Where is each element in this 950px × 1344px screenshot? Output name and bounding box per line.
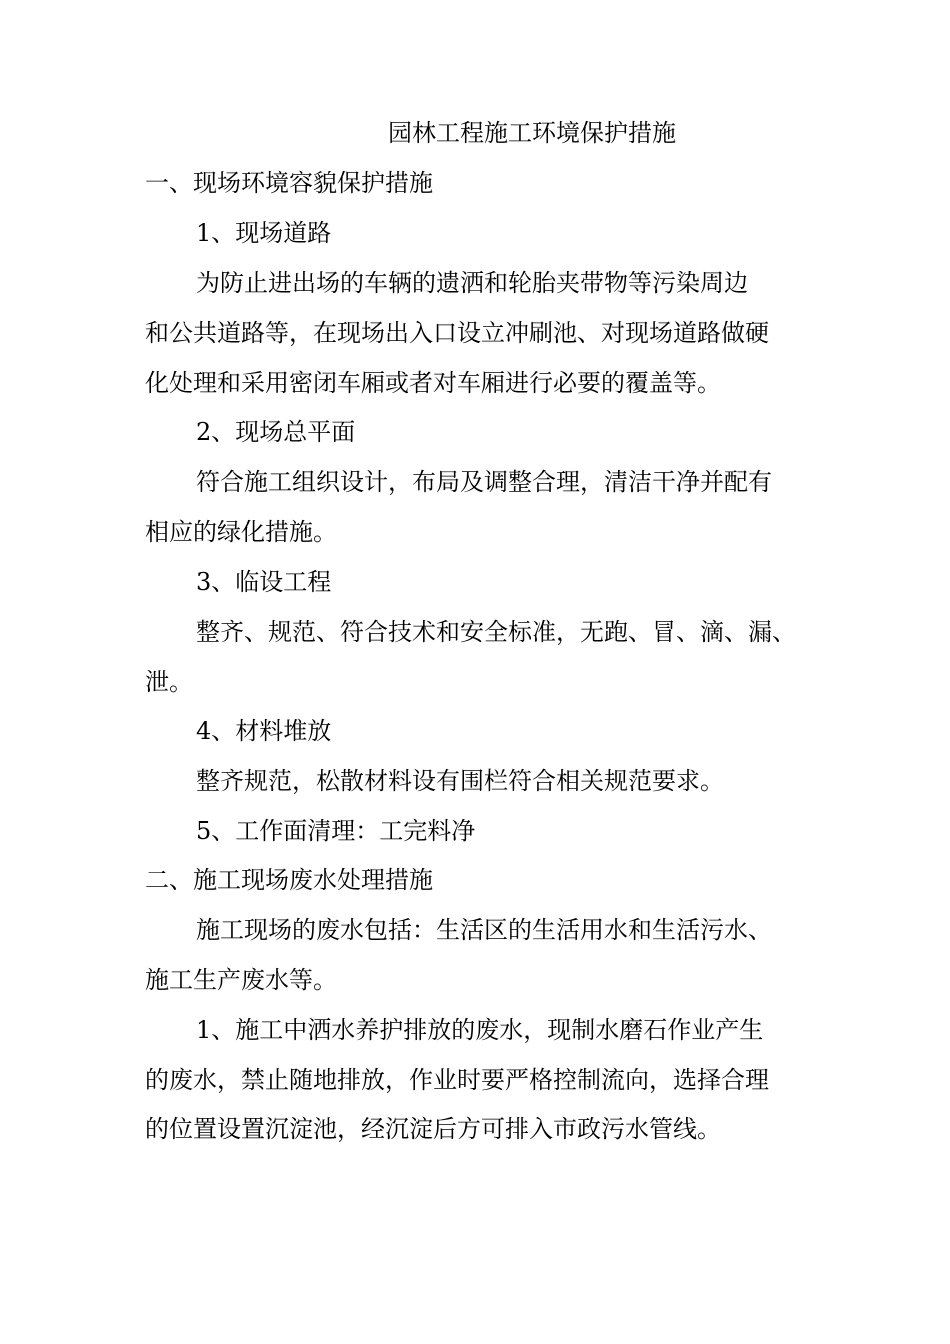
document-title: 园林工程施工环境保护措施: [388, 119, 676, 147]
paragraph-line: 的位置设置沉淀池，经沉淀后方可排入市政污水管线。: [145, 1115, 721, 1143]
subheading-material-stacking: 4、材料堆放: [196, 717, 332, 745]
paragraph-line: 整齐、规范、符合技术和安全标准，无跑、冒、滴、漏、: [196, 618, 796, 646]
subheading-site-roads: 1、现场道路: [196, 219, 332, 247]
paragraph-line: 施工生产废水等。: [145, 966, 337, 994]
section-heading-2: 二、施工现场废水处理措施: [145, 866, 433, 894]
subheading-work-surface-cleanup: 5、工作面清理：工完料净: [196, 817, 476, 845]
paragraph-line: 化处理和采用密闭车厢或者对车厢进行必要的覆盖等。: [145, 369, 721, 397]
subheading-temporary-works: 3、临设工程: [196, 568, 332, 596]
paragraph-line: 相应的绿化措施。: [145, 518, 337, 546]
paragraph-line: 和公共道路等，在现场出入口设立冲刷池、对现场道路做硬: [145, 319, 769, 347]
paragraph-line: 1、施工中洒水养护排放的废水，现制水磨石作业产生: [196, 1016, 764, 1044]
paragraph-line: 施工现场的废水包括：生活区的生活用水和生活污水、: [196, 916, 772, 944]
paragraph-line: 为防止进出场的车辆的遗洒和轮胎夹带物等污染周边: [196, 269, 748, 297]
paragraph-line: 符合施工组织设计，布局及调整合理，清洁干净并配有: [196, 468, 772, 496]
paragraph-line: 的废水，禁止随地排放，作业时要严格控制流向，选择合理: [145, 1066, 769, 1094]
subheading-site-plan: 2、现场总平面: [196, 418, 356, 446]
section-heading-1: 一、现场环境容貌保护措施: [145, 169, 433, 197]
paragraph-line: 泄。: [145, 668, 193, 696]
paragraph-line: 整齐规范，松散材料设有围栏符合相关规范要求。: [196, 767, 724, 795]
